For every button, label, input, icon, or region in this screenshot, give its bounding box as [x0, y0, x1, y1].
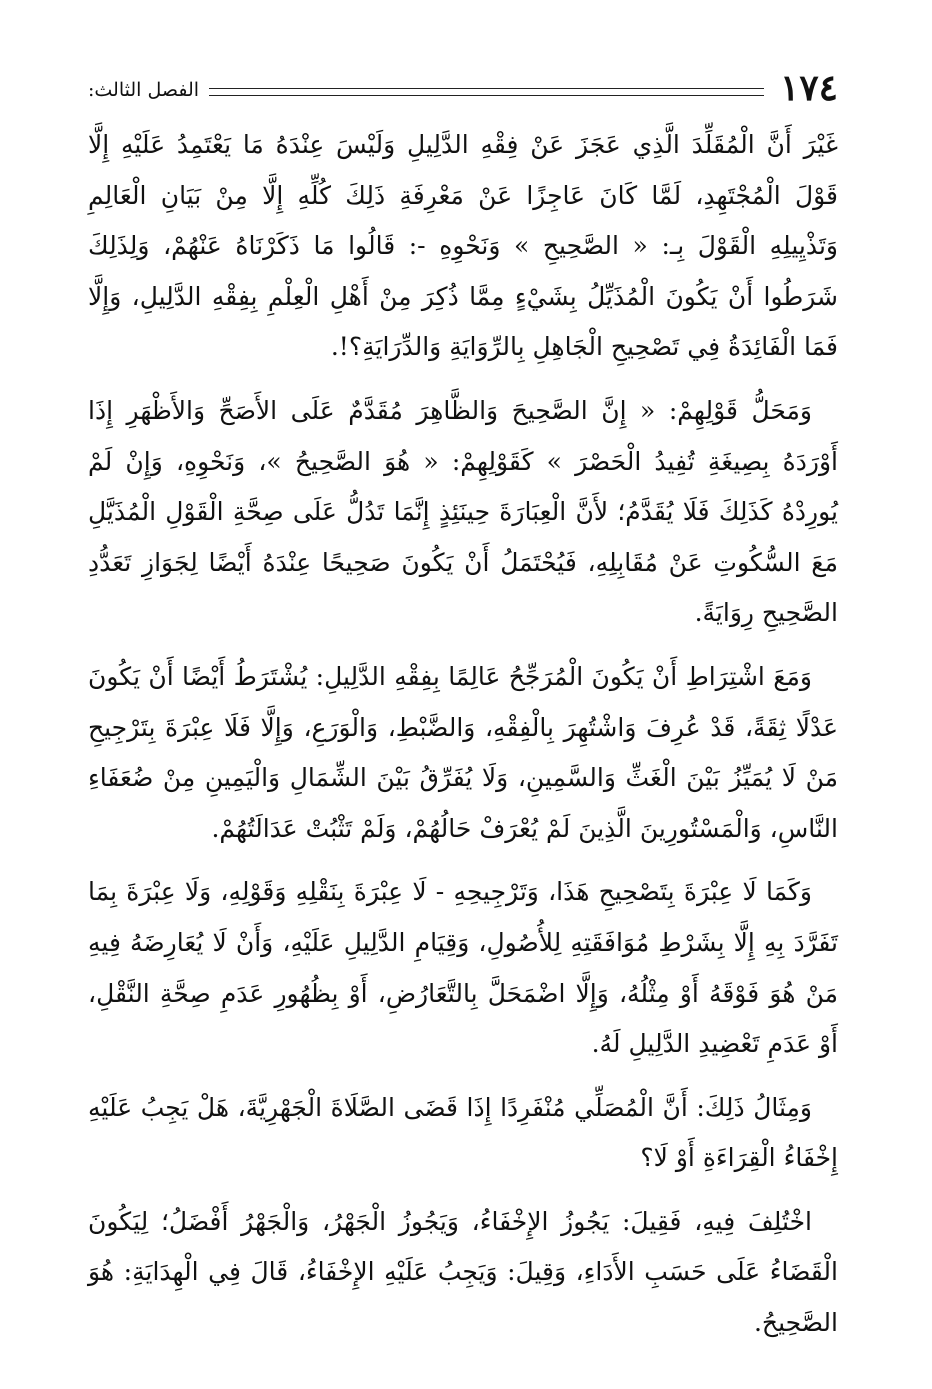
paragraph: وَمَحَلُّ قَوْلِهِمْ: « إِنَّ الصَّحِيحَ وَالظَّاهِرَ مُقَدَّمٌ عَلَى الأَصَحِّ وَالأَظْهَرِ إِذَا أَوْرَدَهُ بِصِيغَةِ تُفِيدُ الْحَصْرَ » كَقَوْلِهِمْ: « هُوَ الصَّحِيحُ »، وَنَحْوِهِ، وَإِنْ لَمْ يُورِدْهُ كَذَلِكَ فَلَا يُقَدَّمُ؛ لأَنَّ الْعِبَارَةَ حِينَئِذٍ إِنَّمَا تَدُلُّ عَلَى صِحَّةِ الْقَوْلِ الْمُذَيَّلِ مَعَ السُّكُوتِ عَنْ مُقَابِلِهِ، فَيُحْتَمَلُ أَنْ يَكُونَ صَحِيحًا عِنْدَهُ أَيْضًا لِجَوَازِ تَعَدُّدِ الصَّحِيحِ رِوَايَةً.	[88, 395, 838, 628]
page-number: ١٧٤	[779, 67, 838, 109]
page-body	[88, 120, 838, 1362]
header-divider	[209, 88, 764, 96]
paragraph: وَمَعَ اشْتِرَاطِ أَنْ يَكُونَ الْمُرَجِّحُ عَالِمًا بِفِقْهِ الدَّلِيلِ: يُشْتَرَطُ أَيْضًا أَنْ يَكُونَ عَدْلًا ثِقَةً، قَدْ عُرِفَ وَاشْتُهِرَ بِالْفِقْهِ، وَالضَّبْطِ، وَالْوَرَعِ، وَإِلَّا فَلَا عِبْرَةَ بِتَرْجِيحِ مَنْ لَا يُمَيِّزُ بَيْنَ الْغَثِّ وَالسَّمِينِ، وَلَا يُفَرِّقُ بَيْنَ الشِّمَالِ وَالْيَمِينِ مِنْ ضُعَفَاءِ النَّاسِ، وَالْمَسْتُورِينَ الَّذِينَ لَمْ يُعْرَفْ حَالُهُمْ، وَلَمْ تَثْبُتْ عَدَالَتُهُمْ.	[88, 661, 838, 843]
paragraph: اخْتُلِفَ فِيهِ، فَقِيلَ: يَجُوزُ الإِخْفَاءُ، وَيَجُوزُ الْجَهْرُ، وَالْجَهْرُ أَفْضَلُ؛ لِيَكُونَ الْقَضَاءُ عَلَى حَسَبِ الأَدَاءِ، وَقِيلَ: وَيَجِبُ عَلَيْهِ الإِخْفَاءُ، قَالَ فِي الْهِدَايَةِ: هُوَ الصَّحِيحُ.	[88, 1206, 838, 1338]
chapter-title: الفصل الثالث:	[88, 79, 200, 101]
page-header	[88, 62, 838, 109]
paragraph: غَيْرَ أَنَّ الْمُقَلِّدَ الَّذِي عَجَزَ عَنْ فِقْهِ الدَّلِيلِ وَلَيْسَ عِنْدَهُ مَا يَعْتَمِدُ عَلَيْهِ إِلَّا قَوْلَ الْمُجْتَهِدِ، لَمَّا كَانَ عَاجِزًا عَنْ مَعْرِفَةِ ذَلِكَ كُلِّهِ إِلَّا مِنْ بَيَانِ الْعَالِمِ وَتَذْيِيلِهِ الْقَوْلَ بِـ: « الصَّحِيحِ » وَنَحْوِهِ -: قَالُوا مَا ذَكَرْنَاهُ عَنْهُمْ، وَلِذَلِكَ شَرَطُوا أَنْ يَكُونَ الْمُذَيِّلُ بِشَيْءٍ مِمَّا ذُكِرَ مِنْ أَهْلِ الْعِلْمِ بِفِقْهِ الدَّلِيلِ، وَإِلَّا فَمَا الْفَائِدَةُ فِي تَصْحِيحِ الْجَاهِلِ بِالرِّوَايَةِ وَالدِّرَايَةِ؟!.	[88, 130, 838, 362]
paragraph: وَكَمَا لَا عِبْرَةَ بِتَصْحِيحِ هَذَا، وَتَرْجِيحِهِ - لَا عِبْرَةَ بِنَقْلِهِ وَقَوْلِهِ، وَلَا عِبْرَةَ بِمَا تَفَرَّدَ بِهِ إِلَّا بِشَرْطِ مُوَافَقَتِهِ لِلأُصُولِ، وَقِيَامِ الدَّلِيلِ عَلَيْهِ، وَأَنْ لَا يُعَارِضَهُ فِيهِ مَنْ هُوَ فَوْقَهُ أَوْ مِثْلُهُ، وَإِلَّا اضْمَحَلَّ بِالتَّعَارُضِ، أَوْ بِظُهُورِ عَدَمِ صِحَّةِ النَّقْلِ، أَوْ عَدَمِ تَعْضِيدِ الدَّلِيلِ لَهُ.	[88, 877, 838, 1059]
paragraph: وَمِثَالُ ذَلِكَ: أَنَّ الْمُصَلِّي مُنْفَرِدًا إِذَا قَضَى الصَّلَاةَ الْجَهْرِيَّةَ، هَلْ يَجِبُ عَلَيْهِ إِخْفَاءُ الْقِرَاءَةِ أَوْ لَا؟	[88, 1092, 838, 1173]
